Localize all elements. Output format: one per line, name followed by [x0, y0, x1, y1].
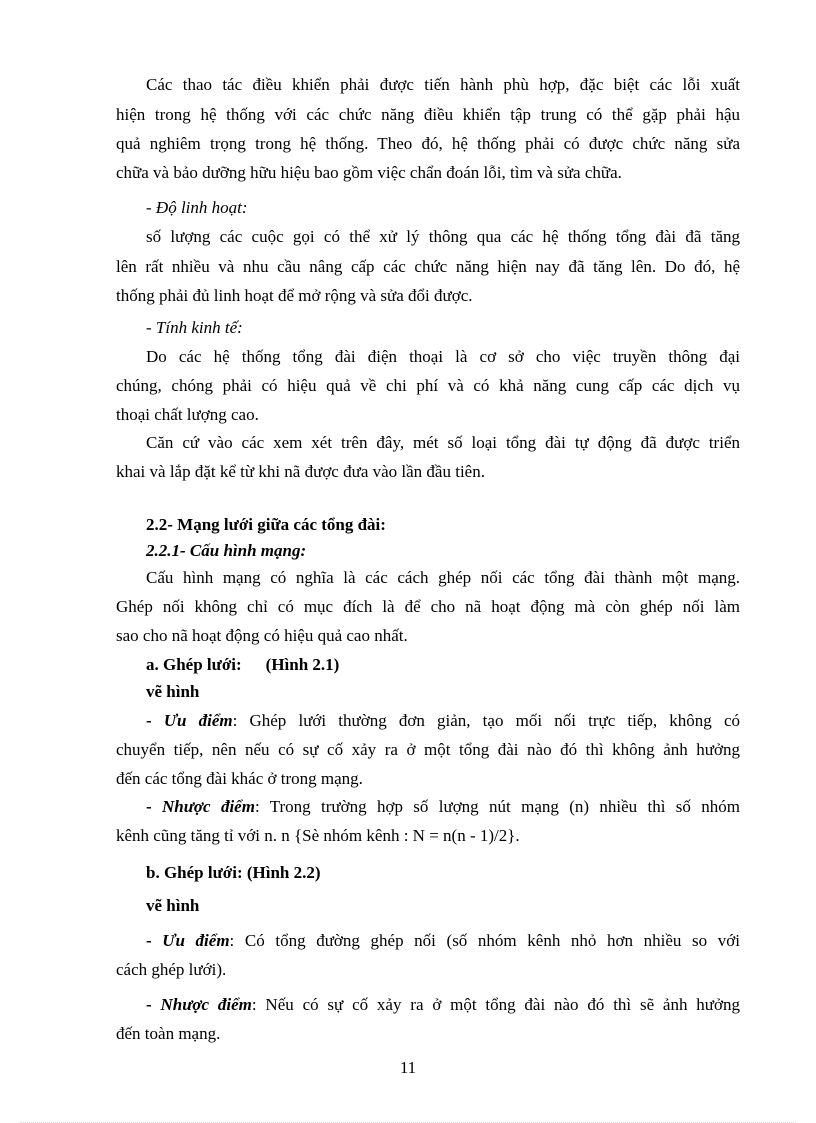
paragraph-line: Cấu hình mạng có nghĩa là các cách ghép nối các tổng đài thành một mạng.: [146, 568, 740, 587]
figure-placeholder: vẽ hình: [146, 682, 200, 701]
star-heading: b. Ghép lưới: (Hình 2.2): [146, 863, 321, 882]
paragraph-line: Căn cứ vào các xem xét trên đây, mét số loại tổng đài tự động đã được triển: [146, 433, 740, 452]
paragraph-line: thoại chất lượng cao.: [116, 405, 259, 424]
paragraph-line: đến toàn mạng.: [116, 1024, 221, 1043]
advantage-line: - Ưu điểm: Có tổng đường ghép nối (số nhóm kênh nhỏ hơn nhiều so với: [146, 931, 741, 950]
paragraph-line: chữa và bảo dưỡng hữu hiệu bao gồm việc chẩn đoán lỗi, tìm và sửa chữa.: [116, 163, 622, 182]
advantage-label: Ưu điểm: [163, 711, 233, 730]
paragraph-line: hiện trong hệ thống với các chức năng điều khiển tập trung có thể gặp phải hậu: [116, 105, 740, 124]
disadvantage-label: Nhược điểm: [160, 995, 252, 1014]
paragraph-line: chúng, chóng phải có hiệu quả về chi phí và có khả năng cung cấp các dịch vụ: [116, 376, 740, 395]
advantage-text: : Có tổng đường ghép nối (số nhóm kênh nhỏ hơn nhiều so với: [229, 931, 741, 950]
paragraph-line: số lượng các cuộc gọi có thể xử lý thông qua các hệ thống tổng đài đã tăng: [146, 227, 740, 246]
paragraph-line: Do các hệ thống tổng đài điện thoại là cơ sở cho việc truyền thông đại: [146, 347, 740, 366]
mesh-heading-label: a. Ghép lưới:: [146, 655, 242, 674]
figure-placeholder: vẽ hình: [146, 896, 200, 915]
paragraph-line: cách ghép lưới).: [116, 960, 227, 979]
flexibility-heading: - Độ linh hoạt:: [146, 198, 248, 217]
paragraph-line: đến các tổng đài khác ở trong mạng.: [116, 769, 363, 788]
mesh-figure-ref: (Hình 2.1): [265, 655, 340, 674]
section-heading: 2.2- Mạng lưới giữa các tổng đài:: [146, 515, 386, 534]
paragraph-line: lên rất nhiều và nhu cầu nâng cấp các chức năng hiện nay đã tăng lên. Do đó, hệ: [116, 257, 740, 276]
advantage-label: Ưu điểm: [162, 931, 230, 950]
paragraph-line: chuyển tiếp, nên nếu có sự cố xảy ra ở một tổng đài nào đó thì không ảnh hưởng: [116, 740, 740, 759]
paragraph-line: khai và lắp đặt kể từ khi nã được đưa vào lần đầu tiên.: [116, 462, 485, 481]
subsection-heading: 2.2.1- Cấu hình mạng:: [146, 541, 307, 560]
paragraph-line: quả nghiêm trọng trong hệ thống. Theo đó, hệ thống phải có được chức năng sửa: [116, 134, 740, 153]
page-number: 11: [399, 1058, 417, 1077]
disadvantage-text: : Trong trường hợp số lượng nút mạng (n) nhiều thì số nhóm: [254, 797, 740, 816]
disadvantage-line: - Nhược điểm: Nếu có sự cố xảy ra ở một tổng đài nào đó thì sẽ ảnh hưởng: [146, 995, 740, 1014]
disadvantage-line: - Nhược điểm: Trong trường hợp số lượng nút mạng (n) nhiều thì số nhóm: [146, 797, 740, 816]
paragraph-line: sao cho nã hoạt động có hiệu quả cao nhất.: [116, 626, 408, 645]
disadvantage-label: Nhược điểm: [162, 797, 255, 816]
paragraph-line: thống phải đủ linh hoạt để mở rộng và sửa đổi được.: [116, 286, 473, 305]
advantage-text: : Ghép lưới thường đơn giản, tạo mối nối trực tiếp, không có: [232, 711, 740, 730]
mesh-heading: [146, 654, 740, 676]
disadvantage-text: : Nếu có sự cố xảy ra ở một tổng đài nào đó thì sẽ ảnh hưởng: [251, 995, 740, 1014]
paragraph-line: Ghép nối không chỉ có mục đích là để cho nã hoạt động mà còn ghép nối làm: [116, 597, 740, 616]
paragraph-line: kênh cũng tăng tỉ với n. n {Sè nhóm kênh : N = n(n - 1)/2}.: [116, 826, 520, 845]
paragraph-line: Các thao tác điều khiển phải được tiến hành phù hợp, đặc biệt các lỗi xuất: [146, 75, 740, 94]
advantage-line: - Ưu điểm: Ghép lưới thường đơn giản, tạo mối nối trực tiếp, không có: [146, 711, 740, 730]
economy-heading: - Tính kinh tế:: [146, 318, 243, 337]
